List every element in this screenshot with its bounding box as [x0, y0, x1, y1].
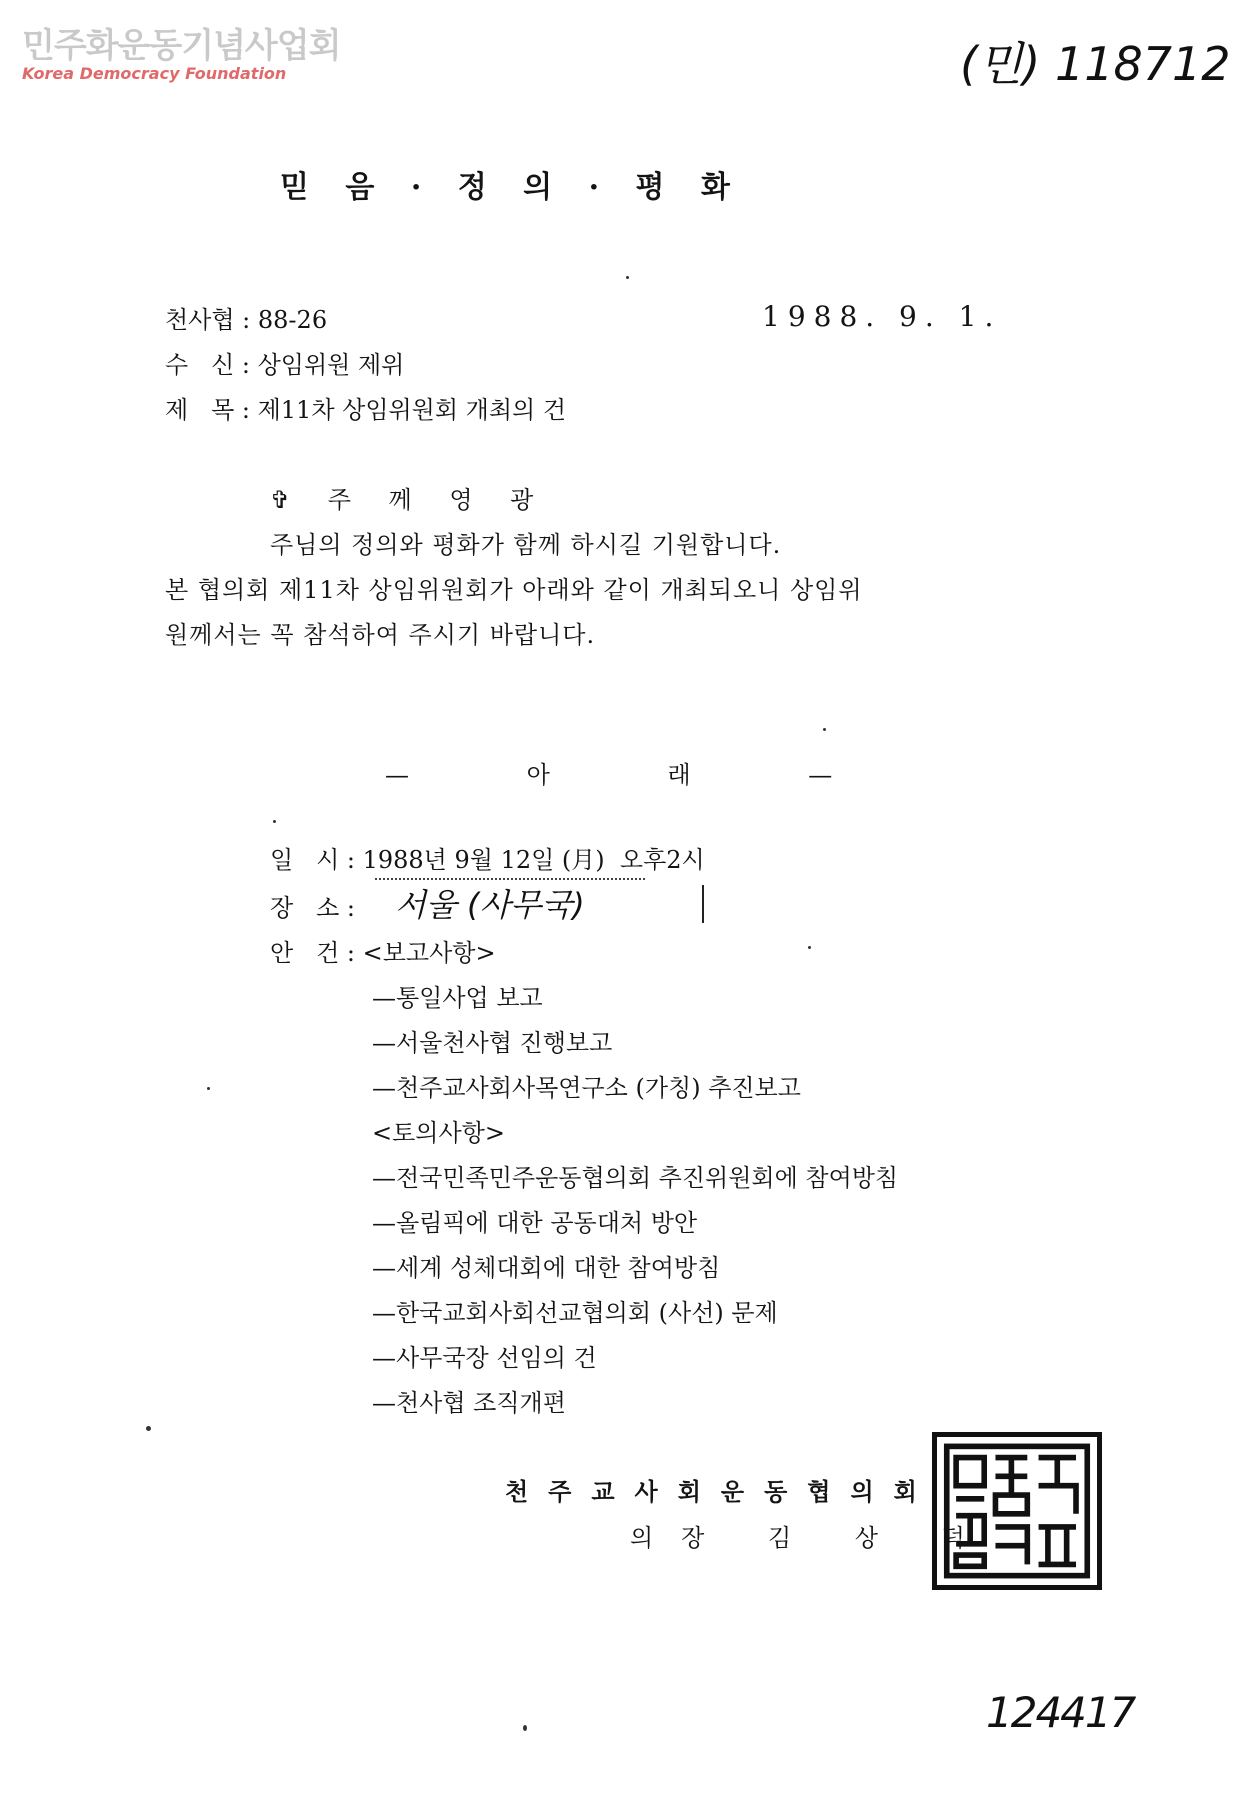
agenda-report-item: —통일사업 보고 [372, 984, 543, 1012]
scan-speck [523, 1725, 527, 1731]
page-number: 124417 [986, 1688, 1135, 1737]
agenda-discussion-item: —한국교회사회선교협의회 (사선) 문제 [372, 1299, 778, 1327]
agenda-discussion-item: —사무국장 선임의 건 [372, 1344, 597, 1372]
agenda-discussion-item: —세계 성체대회에 대한 참여방침 [372, 1254, 721, 1282]
greeting: ✞ 주 께 영 광 [270, 486, 544, 514]
chairman-name: 의장 김 상 덕 [630, 1524, 993, 1552]
scan-speck [626, 276, 629, 279]
scan-speck [146, 1426, 151, 1431]
agenda-label: 안 건 : <보고사항> [270, 939, 496, 967]
document-date: 1988. 9. 1. [762, 300, 1002, 333]
meeting-datetime: 일 시 : 1988년 9월 12일 (月) 오후2시 [270, 846, 705, 874]
body-line-2: 본 협의회 제11차 상임위원회가 아래와 같이 개최되오니 상임위 [165, 576, 863, 604]
scan-speck [273, 820, 276, 823]
scan-speck [207, 1087, 210, 1090]
agenda-discussion-item: —천사협 조직개편 [372, 1389, 566, 1417]
agenda-report-item: —천주교사회사목연구소 (가칭) 추진보고 [372, 1074, 801, 1102]
body-line-1: 주님의 정의와 평화가 함께 하시길 기원합니다. [270, 531, 782, 559]
document-title: 믿 음 · 정 의 · 평 화 [280, 170, 732, 205]
meeting-place-handwritten: 서울 (사무국) [395, 886, 585, 924]
meeting-place-label: 장 소 : [270, 894, 355, 922]
official-seal-icon [932, 1432, 1102, 1590]
recipient-line: 수 신 : 상임위원 제위 [165, 351, 405, 379]
agenda-discussion-item: —전국민족민주운동협의회 추진위원회에 참여방침 [372, 1164, 899, 1192]
notice-heading: — 아 래 — [385, 761, 833, 789]
handwritten-stroke [702, 885, 704, 923]
scan-speck [808, 946, 811, 949]
agenda-discussion-item: —올림픽에 대한 공동대처 방안 [372, 1209, 698, 1237]
watermark-korean: 민주화운동기념사업회 [22, 26, 341, 66]
organization-name: 천주교사회운동협의회 [505, 1477, 937, 1506]
subject-line: 제 목 : 제11차 상임위원회 개최의 건 [165, 396, 567, 424]
archive-number: (민) 118712 [960, 37, 1231, 91]
agenda-report-item: —서울천사협 진행보고 [372, 1029, 613, 1057]
agenda-discussion-heading: <토의사항> [372, 1119, 505, 1147]
body-line-3: 원께서는 꼭 참석하여 주시기 바랍니다. [165, 621, 596, 649]
document-number: 천사협 : 88-26 [165, 306, 328, 334]
watermark-english: Korea Democracy Foundation [22, 64, 287, 83]
scan-speck [823, 728, 826, 731]
